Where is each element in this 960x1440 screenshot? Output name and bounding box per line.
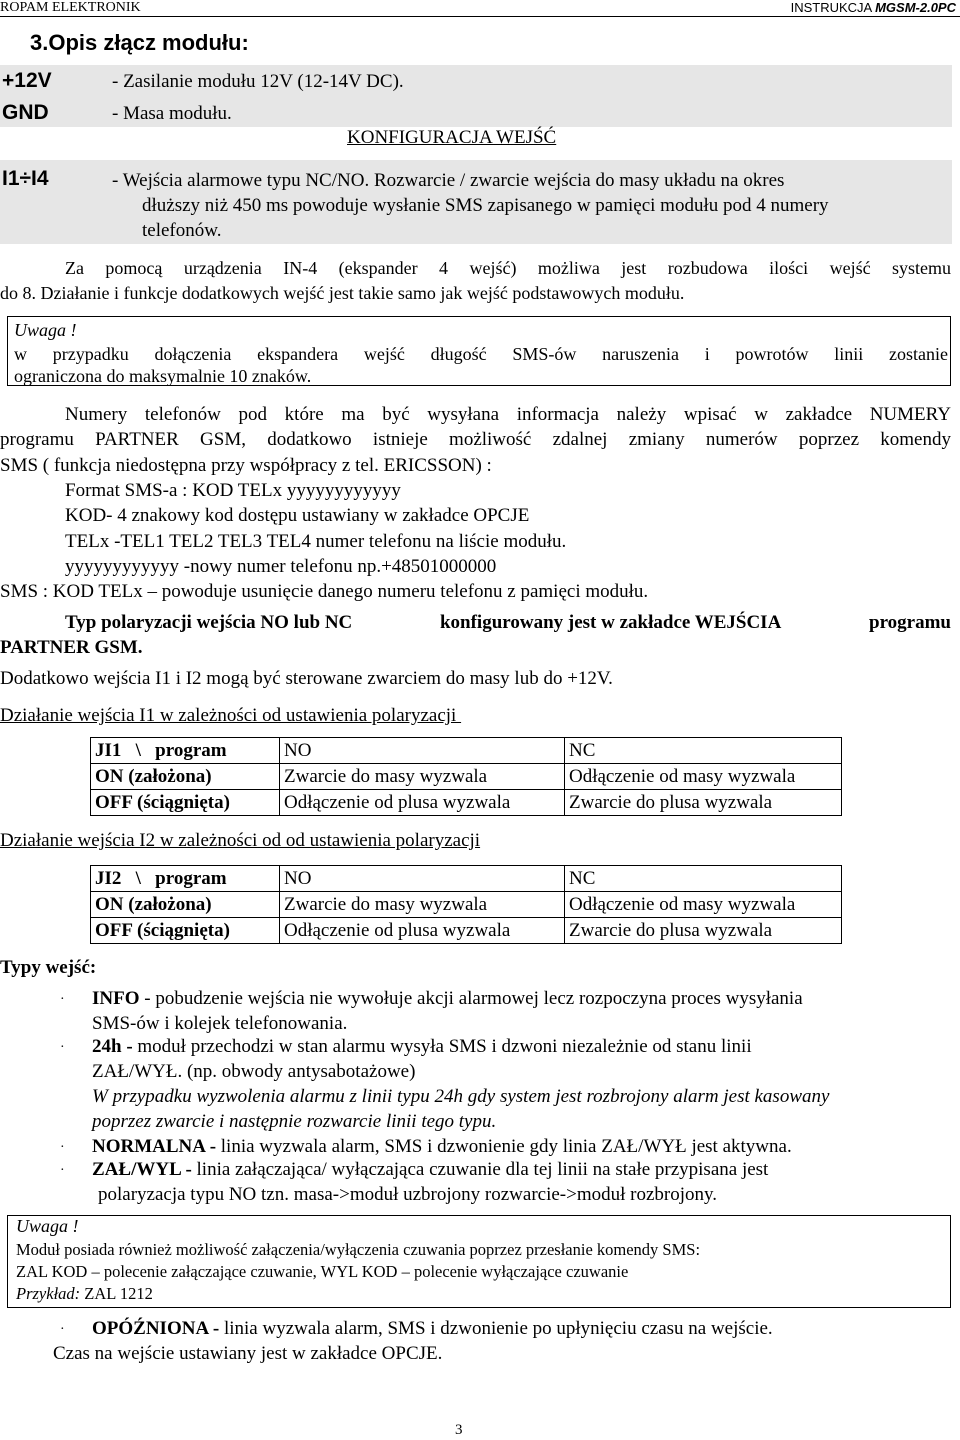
header-company: ROPAM ELEKTRONIK bbox=[0, 0, 141, 15]
type-normal-desc: linia wyzwala alarm, SMS i dzwonienie gdy linia ZAŁ/WYŁ jest aktywna. bbox=[216, 1136, 792, 1157]
warning2-title: Uwaga ! bbox=[16, 1216, 79, 1236]
polarity-part-c: programu bbox=[869, 612, 951, 633]
polarity-line2: PARTNER GSM. bbox=[0, 637, 143, 658]
table-cell: Zwarcie do masy wyzwala bbox=[280, 892, 565, 918]
table2-caption: Działanie wejścia I2 w zależności od od ustawienia polaryzacji bbox=[0, 830, 481, 851]
table-cell: Odłączenie od masy wyzwala bbox=[565, 764, 842, 790]
type-info-term: INFO bbox=[92, 988, 140, 1009]
table-cell: Odłączenie od plusa wyzwala bbox=[280, 918, 565, 944]
type-zal-term: ZAŁ/WYL - bbox=[92, 1159, 192, 1180]
table-header-row bbox=[91, 866, 842, 892]
config-title: KONFIGURACJA WEJŚĆ bbox=[347, 127, 557, 148]
table-row bbox=[91, 892, 842, 918]
sms-format-number: yyyyyyyyyyyy -nowy numer telefonu np.+48501000000 bbox=[65, 556, 497, 577]
type-24h-line3: W przypadku wyzwolenia alarmu z linii typu 24h gdy system jest rozbrojony alarm jest kasowany bbox=[92, 1086, 830, 1107]
table-header-row bbox=[91, 738, 842, 764]
type-24h-line1 bbox=[92, 1034, 752, 1060]
type-normal-term: NORMALNA - bbox=[92, 1136, 217, 1157]
section-title: 3.Opis złącz modułu: bbox=[30, 30, 249, 55]
table1-caption: Działanie wejścia I1 w zależności od ustawienia polaryzacji bbox=[0, 705, 462, 726]
warning1-title: Uwaga ! bbox=[14, 320, 77, 340]
bullet-icon: · bbox=[60, 992, 65, 1007]
table-row bbox=[91, 790, 842, 816]
warning2-example bbox=[16, 1283, 153, 1305]
header-manual-prefix: INSTRUKCJA bbox=[790, 0, 876, 15]
type-delayed-term: OPÓŹNIONA - bbox=[92, 1318, 220, 1339]
polarity-line1 bbox=[65, 610, 951, 636]
header-model: MGSM-2.0PC bbox=[875, 0, 956, 15]
type-delayed-desc: linia wyzwala alarm, SMS i dzwonienie po upłynięciu czasu na wejście. bbox=[219, 1318, 773, 1339]
type-info-desc: - pobudzenie wejścia nie wywołuje akcji alarmowej lecz rozpoczyna proces wysyłania bbox=[139, 988, 803, 1009]
numbers-line2: programu PARTNER GSM, dodatkowo istnieje możliwość zdalnej zmiany numerów poprzez komendy bbox=[0, 429, 951, 450]
type-24h-line2: ZAŁ/WYŁ. (np. obwody antysabotażowe) bbox=[92, 1061, 416, 1082]
type-zal-desc: linia załączająca/ wyłączająca czuwanie dla tej linii na stałe przypisana jest bbox=[191, 1159, 769, 1180]
inputs-desc-line3: telefonów. bbox=[142, 220, 222, 241]
table-cell: Zwarcie do plusa wyzwala bbox=[565, 790, 842, 816]
warning2-example-value: ZAL 1212 bbox=[80, 1284, 153, 1303]
sms-format: Format SMS-a : KOD TELx yyyyyyyyyyyy bbox=[65, 480, 401, 501]
table-row bbox=[91, 918, 842, 944]
pin-gnd-label: GND bbox=[2, 101, 49, 124]
sms-delete-command: SMS : KOD TELx – powoduje usunięcie danego numeru telefonu z pamięci modułu. bbox=[0, 581, 649, 602]
header-rule bbox=[0, 16, 960, 17]
type-info-line2: SMS-ów i kolejek telefonowania. bbox=[92, 1013, 348, 1034]
table-header-cell: NO bbox=[280, 738, 565, 764]
polarity-table-i1 bbox=[90, 737, 842, 816]
type-normal-line1 bbox=[92, 1134, 792, 1160]
table-header-cell: JI1 \ program bbox=[91, 738, 280, 764]
table-cell: Zwarcie do masy wyzwala bbox=[280, 764, 565, 790]
expander-line2: do 8. Działanie i funkcje dodatkowych wejść jest takie samo jak wejść podstawowych modułu. bbox=[0, 283, 685, 303]
numbers-line3: SMS ( funkcja niedostępna przy współpracy z tel. ERICSSON) : bbox=[0, 455, 492, 476]
table-row bbox=[91, 764, 842, 790]
type-24h-desc: moduł przechodzi w stan alarmu wysyła SMS i dzwoni niezależnie od stanu linii bbox=[132, 1036, 752, 1057]
table-cell: OFF (ściągnięta) bbox=[91, 918, 280, 944]
bullet-icon: · bbox=[60, 1322, 65, 1337]
type-info-line1 bbox=[92, 986, 951, 1012]
inputs-desc-line2: dłuższy niż 450 ms powoduje wysłanie SMS zapisanego w pamięci modułu pod 4 numery bbox=[142, 195, 829, 216]
polarity-table-i2 bbox=[90, 865, 842, 944]
header-manual-title bbox=[791, 0, 956, 15]
bullet-icon: · bbox=[60, 1140, 65, 1155]
bullet-icon: · bbox=[60, 1040, 65, 1055]
polarity-part-b: konfigurowany jest w zakładce WEJŚCIA bbox=[439, 612, 782, 633]
sms-format-kod: KOD- 4 znakowy kod dostępu ustawiany w zakładce OPCJE bbox=[65, 505, 530, 526]
type-24h-term: 24h - bbox=[92, 1036, 133, 1057]
numbers-line1: Numery telefonów pod które ma być wysyłana informacja należy wpisać w zakładce NUMERY bbox=[65, 404, 951, 425]
warning1-line2: ograniczona do maksymalnie 10 znaków. bbox=[14, 366, 312, 386]
pin-gnd-desc: - Masa modułu. bbox=[112, 103, 232, 124]
bullet-icon: · bbox=[60, 1163, 65, 1178]
type-delayed-line2: Czas na wejście ustawiany jest w zakładce OPCJE. bbox=[53, 1343, 443, 1364]
types-title: Typy wejść: bbox=[0, 957, 97, 978]
table-header-cell: NC bbox=[565, 866, 842, 892]
pin-inputs-label: I1÷I4 bbox=[2, 167, 49, 190]
expander-line1: Za pomocą urządzenia IN-4 (ekspander 4 wejść) możliwa jest rozbudowa ilości wejść systemu bbox=[65, 258, 951, 278]
table-header-cell: NC bbox=[565, 738, 842, 764]
page-number: 3 bbox=[455, 1422, 463, 1438]
table-cell: Odłączenie od masy wyzwala bbox=[565, 892, 842, 918]
table-cell: Zwarcie do plusa wyzwala bbox=[565, 918, 842, 944]
inputs-desc-line1: - Wejścia alarmowe typu NC/NO. Rozwarcie / zwarcie wejścia do masy układu na okres bbox=[112, 170, 785, 191]
pin-12v-desc: - Zasilanie modułu 12V (12-14V DC). bbox=[112, 71, 404, 92]
table-cell: OFF (ściągnięta) bbox=[91, 790, 280, 816]
table-header-cell: JI2 \ program bbox=[91, 866, 280, 892]
warning2-example-label: Przykład: bbox=[16, 1284, 81, 1303]
type-zal-line2: polaryzacja typu NO tzn. masa->moduł uzbrojony rozwarcie->moduł rozbrojony. bbox=[98, 1184, 718, 1205]
table-cell: Odłączenie od plusa wyzwala bbox=[280, 790, 565, 816]
table-cell: ON (założona) bbox=[91, 892, 280, 918]
warning2-line2: ZAL KOD – polecenie załączające czuwanie, WYL KOD – polecenie wyłączające czuwanie bbox=[16, 1262, 629, 1281]
pin-12v-label: +12V bbox=[2, 69, 52, 92]
sms-format-telx: TELx -TEL1 TEL2 TEL3 TEL4 numer telefonu na liście modułu. bbox=[65, 531, 567, 552]
type-delayed-line1 bbox=[92, 1316, 773, 1342]
type-zal-line1 bbox=[92, 1157, 951, 1183]
table-cell: ON (założona) bbox=[91, 764, 280, 790]
warning2-line1: Moduł posiada również możliwość załączenia/wyłączenia czuwania poprzez przesłanie komendy SMS: bbox=[16, 1240, 701, 1259]
polarity-part-a: Typ polaryzacji wejścia NO lub NC bbox=[65, 612, 353, 633]
table-header-cell: NO bbox=[280, 866, 565, 892]
type-24h-line4: poprzez zwarcie i następnie rozwarcie linii tego typu. bbox=[92, 1111, 497, 1132]
extra-control-note: Dodatkowo wejścia I1 i I2 mogą być sterowane zwarciem do masy lub do +12V. bbox=[0, 668, 613, 689]
warning1-line1: w przypadku dołączenia ekspandera wejść długość SMS-ów naruszenia i powrotów linii zostanie bbox=[14, 344, 948, 364]
